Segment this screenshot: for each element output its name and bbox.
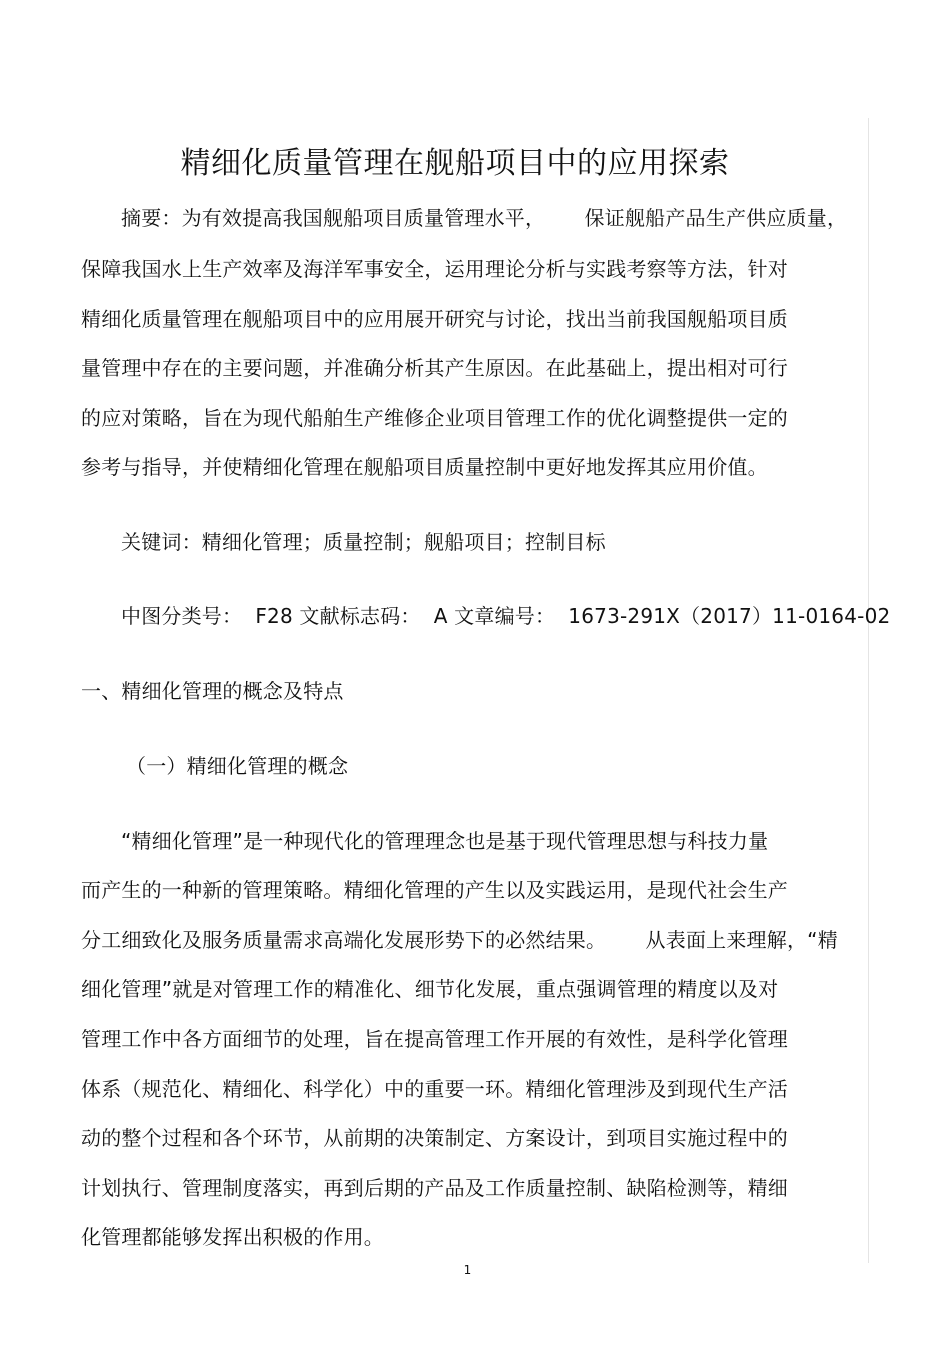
abstract-line: 的应对策略，旨在为现代船舶生产维修企业项目管理工作的优化调整提供一定的: [81, 406, 788, 430]
keywords-line: 关键词：精细化管理；质量控制；舰船项目；控制目标: [121, 530, 606, 554]
body-paragraph-line: 动的整个过程和各个环节，从前期的决策制定、方案设计，到项目实施过程中的: [81, 1126, 788, 1150]
body-paragraph-line: 体系（规范化、精细化、科学化）中的重要一环。精细化管理涉及到现代生产活: [81, 1077, 788, 1101]
section-heading: 一、精细化管理的概念及特点: [81, 679, 344, 703]
page-edge-rule: [868, 118, 869, 1263]
abstract-line: 保障我国水上生产效率及海洋军事安全，运用理论分析与实践考察等方法，针对: [81, 257, 788, 281]
body-paragraph-line: “精细化管理”是一种现代化的管理理念也是基于现代管理思想与科技力量: [121, 829, 769, 853]
page-number: 1: [463, 1263, 472, 1277]
body-paragraph-line: 计划执行、管理制度落实，再到后期的产品及工作质量控制、缺陷检测等，精细: [81, 1176, 788, 1200]
abstract-line: 摘要：为有效提高我国舰船项目质量管理水平， 保证舰船产品生产供应质量，: [121, 206, 848, 230]
classification-line: 中图分类号： F28 文献标志码： A 文章编号： 1673-291X（2017）11-0164-02: [121, 604, 891, 628]
body-paragraph-line: 分工细致化及服务质量需求高端化发展形势下的必然结果。 从表面上来理解，“精: [81, 928, 838, 952]
abstract-line: 参考与指导，并使精细化管理在舰船项目质量控制中更好地发挥其应用价值。: [81, 455, 768, 479]
abstract-line: 精细化质量管理在舰船项目中的应用展开研究与讨论，找出当前我国舰船项目质: [81, 307, 788, 331]
subsection-heading: （一）精细化管理的概念: [126, 754, 349, 778]
body-paragraph-line: 管理工作中各方面细节的处理，旨在提高管理工作开展的有效性，是科学化管理: [81, 1027, 788, 1051]
body-paragraph-line: 细化管理”就是对管理工作的精准化、细节化发展，重点强调管理的精度以及对: [81, 977, 779, 1001]
abstract-line: 量管理中存在的主要问题，并准确分析其产生原因。在此基础上，提出相对可行: [81, 356, 788, 380]
document-title: 精细化质量管理在舰船项目中的应用探索: [180, 146, 730, 182]
body-paragraph-line: 化管理都能够发挥出积极的作用。: [81, 1225, 384, 1249]
body-paragraph-line: 而产生的一种新的管理策略。精细化管理的产生以及实践运用，是现代社会生产: [81, 878, 788, 902]
